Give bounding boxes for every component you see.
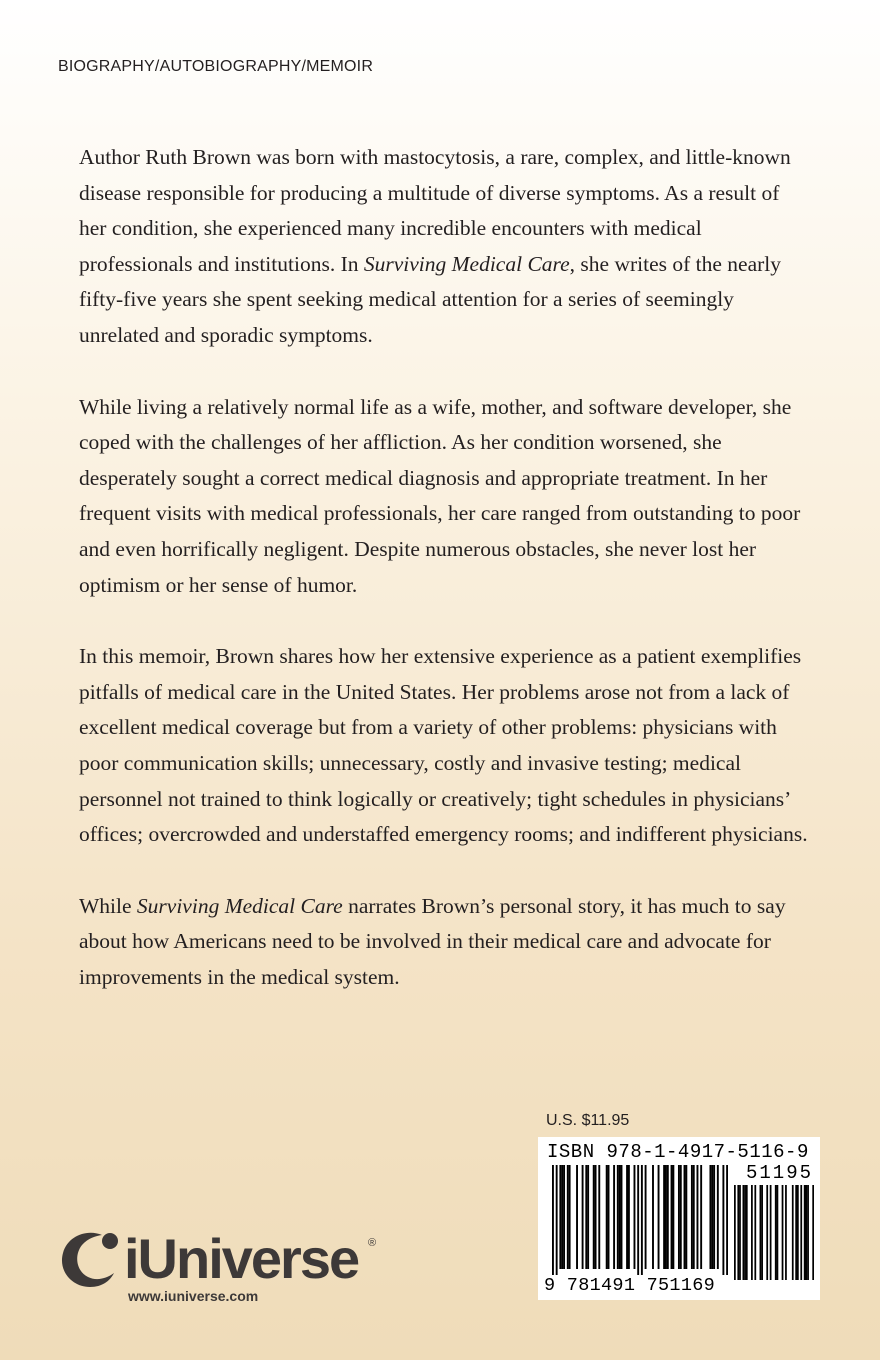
ean-barcode-bars	[552, 1165, 728, 1275]
barcode-bar	[598, 1165, 600, 1269]
barcode-bar	[645, 1165, 647, 1269]
publisher-url: www.iuniverse.com	[128, 1288, 259, 1304]
addon-bar	[812, 1185, 814, 1280]
barcode-bar	[663, 1165, 665, 1269]
addon-bar	[734, 1185, 736, 1280]
genre-label: BIOGRAPHY/AUTOBIOGRAPHY/MEMOIR	[58, 58, 374, 75]
barcode-bar	[709, 1165, 711, 1269]
back-cover-blurb	[79, 140, 809, 1031]
barcode-bar	[717, 1165, 719, 1269]
barcode-bar	[576, 1165, 578, 1269]
barcode-bar	[621, 1165, 623, 1269]
barcode-bar	[634, 1165, 636, 1269]
barcode-bar	[684, 1165, 686, 1269]
blurb-text: In this memoir, Brown shares how her extensive experience as a patient exemplifies pitfalls of medical care in the United States. Her problems arose not from a lack of excellent medical coverage but from a variety of other problems: physicians with poor communication skills; unnecessary, costly and invasive testing; medical personnel not trained to think logically or creatively; tight schedules in physicians’ offices; overcrowded and understaffed emergency rooms; and indifferent physicians.	[79, 644, 808, 847]
registered-mark: ®	[368, 1237, 377, 1249]
barcode-bar	[626, 1165, 628, 1269]
barcode-bar	[563, 1165, 565, 1269]
barcode-bar	[593, 1165, 595, 1269]
barcode-bar	[613, 1165, 615, 1269]
barcode-bar	[608, 1165, 610, 1269]
ean-digits: 9 781491 751169	[544, 1275, 716, 1296]
barcode-bar	[691, 1165, 693, 1269]
publisher-logo	[58, 1227, 388, 1307]
addon-bar	[775, 1185, 777, 1280]
barcode-bar	[567, 1165, 569, 1269]
isbn-barcode	[538, 1137, 820, 1300]
book-title: Surviving Medical Care	[136, 893, 343, 918]
barcode-bar	[711, 1165, 713, 1269]
addon-bar	[807, 1185, 809, 1280]
addon-bar	[782, 1185, 784, 1280]
addon-bar	[751, 1185, 753, 1280]
barcode-bar	[569, 1165, 571, 1269]
barcode-bar	[678, 1165, 680, 1269]
blurb-text: narrates Brown’s personal story, it has much to say about how Americans need to be involved in their medical care and advocate for improvements in the medical system.	[79, 893, 786, 989]
addon-bar	[743, 1185, 745, 1280]
barcode-bar	[595, 1165, 597, 1269]
barcode-bar	[641, 1165, 643, 1275]
barcode-bar	[667, 1165, 669, 1269]
addon-bar	[792, 1185, 794, 1280]
barcode-addon-digits: 51195	[746, 1162, 814, 1184]
barcode-bar	[587, 1165, 589, 1269]
barcode-bar	[658, 1165, 660, 1269]
barcode-bar	[619, 1165, 621, 1269]
addon-bar	[797, 1185, 799, 1280]
barcode-bar	[582, 1165, 584, 1269]
addon-bar	[804, 1185, 806, 1280]
barcode-bar	[652, 1165, 654, 1269]
addon-bar	[739, 1185, 741, 1280]
blurb-text: Author Ruth Brown was born with mastocytosis, a rare, complex, and little-known disease responsible for producing a multitude of diverse symptoms. As a result of her condition, she experienced many incredible encounters with medical professionals and institutions. In	[79, 145, 791, 276]
barcode-bar	[559, 1165, 561, 1269]
addon-bar	[766, 1185, 768, 1280]
barcode-bar	[693, 1165, 695, 1269]
addon-bar	[737, 1185, 739, 1280]
barcode-bar	[552, 1165, 554, 1275]
blurb-paragraph	[79, 140, 809, 354]
barcode-bar	[672, 1165, 674, 1269]
barcode-bar	[585, 1165, 587, 1269]
publisher-name: iUniverse	[124, 1227, 359, 1290]
price-label: U.S. $11.95	[546, 1112, 630, 1129]
barcode-bar	[628, 1165, 630, 1269]
barcode-bar	[671, 1165, 673, 1269]
addon-bar	[746, 1185, 748, 1280]
blurb-paragraph	[79, 889, 809, 996]
barcode-bar	[617, 1165, 619, 1269]
blurb-text: , she writes of the nearly fifty-five years she spent seeking medical attention for a series of seemingly unrelated and sporadic symptoms.	[79, 251, 782, 347]
barcode-bar	[685, 1165, 687, 1269]
blurb-paragraph	[79, 639, 809, 853]
addon-bar	[761, 1185, 763, 1280]
iuniverse-swirl-icon	[58, 1227, 128, 1291]
blurb-text: While living a relatively normal life as a wife, mother, and software developer, she coped with the challenges of her affliction. As her condition worsened, she desperately sought a correct medical diagnosis and appropriate treatment. In her frequent visits with medical professionals, her care ranged from outstanding to poor and even horrifically negligent. Despite numerous obstacles, she never lost her optimism or her sense of humor.	[79, 394, 801, 597]
barcode-bar	[722, 1165, 724, 1275]
addon-bar	[795, 1185, 797, 1280]
blurb-paragraph	[79, 390, 809, 604]
barcode-bar	[556, 1165, 558, 1275]
addon-bar	[800, 1185, 802, 1280]
barcode-bar	[700, 1165, 702, 1269]
addon-bar	[770, 1185, 772, 1280]
addon-bar	[805, 1185, 807, 1280]
addon-barcode-bars	[734, 1185, 814, 1280]
addon-bar	[754, 1185, 756, 1280]
barcode-bar	[697, 1165, 699, 1269]
barcode-bar	[606, 1165, 608, 1269]
addon-bar	[744, 1185, 746, 1280]
barcode-bar	[726, 1165, 728, 1275]
addon-bar	[760, 1185, 762, 1280]
barcode-bar	[637, 1165, 639, 1275]
book-title: Surviving Medical Care	[363, 251, 570, 276]
isbn-number: ISBN 978-1-4917-5116-9	[547, 1141, 809, 1163]
addon-bar	[777, 1185, 779, 1280]
barcode-bar	[713, 1165, 715, 1269]
barcode-bar	[665, 1165, 667, 1269]
blurb-text: While	[79, 893, 137, 918]
barcode-bar	[561, 1165, 563, 1269]
barcode-bar	[680, 1165, 682, 1269]
addon-bar	[785, 1185, 787, 1280]
